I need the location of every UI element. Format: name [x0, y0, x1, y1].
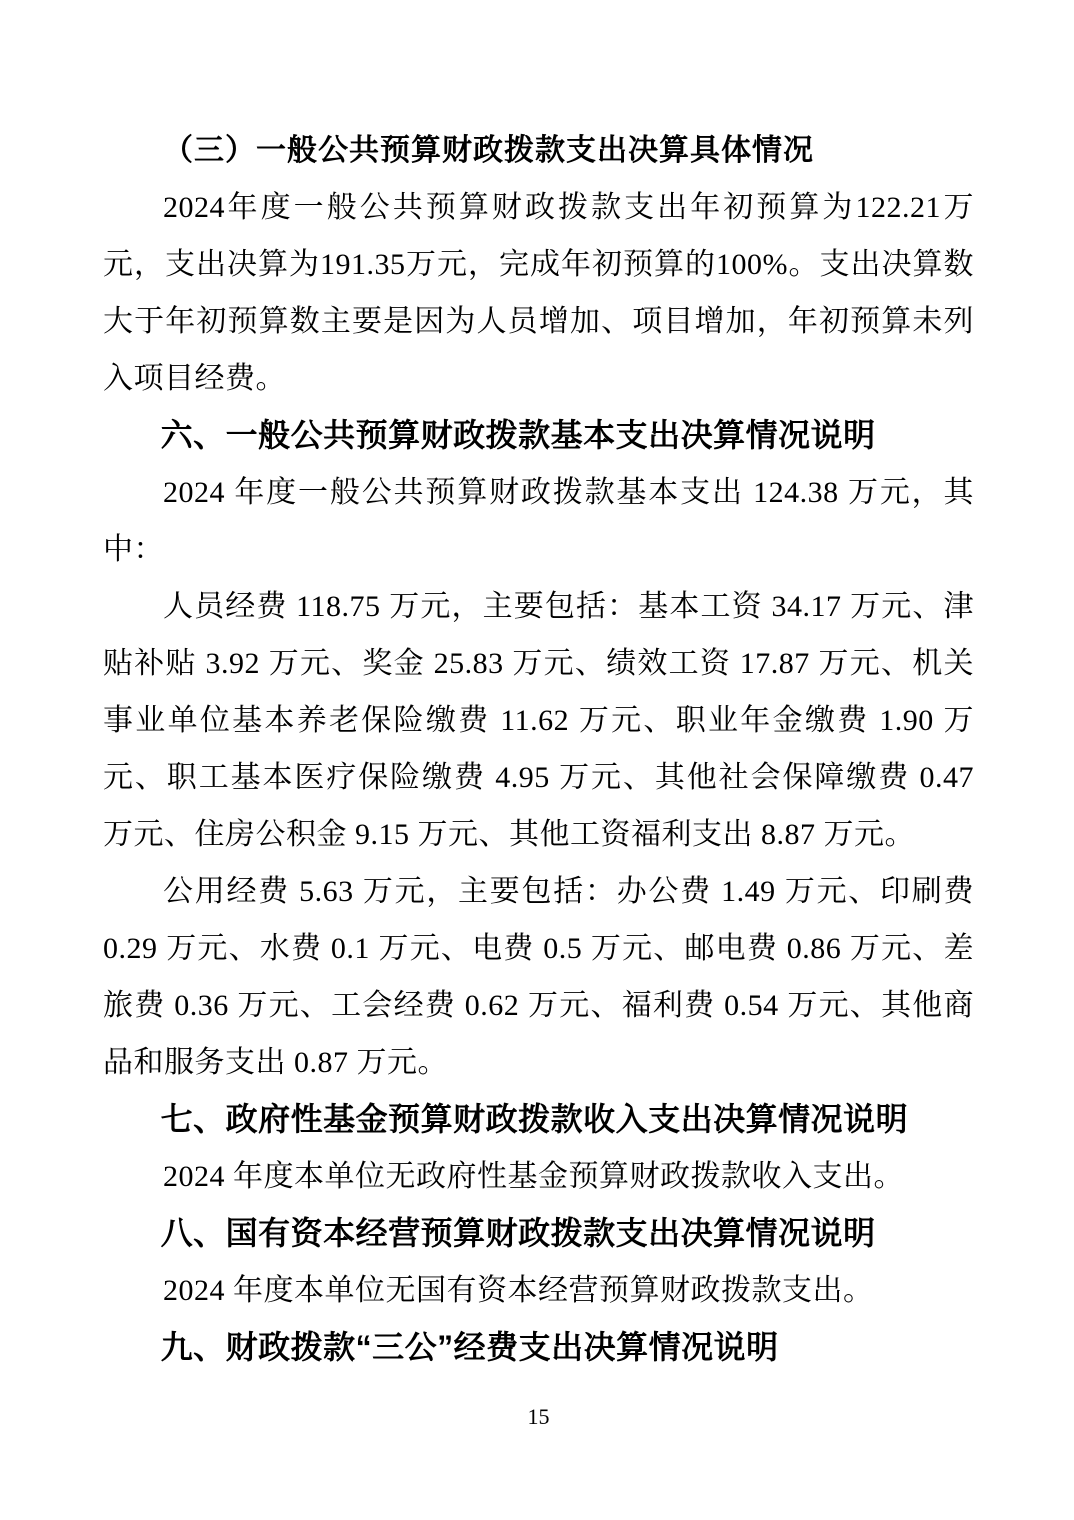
- page-content: [103, 122, 974, 1376]
- heading-section-6: 六、一般公共预算财政拨款基本支出决算情况说明: [160, 417, 876, 453]
- heading-section-8: 八、国有资本经营预算财政拨款支出决算情况说明: [160, 1215, 876, 1251]
- paragraph-basic-expenditure-total: 2024 年度一般公共预算财政拨款基本支出 124.38 万元，其中：: [103, 476, 974, 566]
- heading-section-9: 九、财政拨款“三公”经费支出决算情况说明: [160, 1329, 779, 1365]
- heading-section-7: 七、政府性基金预算财政拨款收入支出决算情况说明: [160, 1101, 909, 1137]
- paragraph-state-capital: 2024 年度本单位无国有资本经营预算财政拨款支出。: [163, 1274, 874, 1307]
- page-number: 15: [527, 1404, 550, 1429]
- paragraph-public-expenses: 公用经费 5.63 万元，主要包括：办公费 1.49 万元、印刷费 0.29 万元、水费 0.1 万元、电费 0.5 万元、邮电费 0.86 万元、差旅费 0.36 万元、工会经费 0.62 万元、福利费 0.54 万元、其他商品和服务支出 0.87 万元。: [103, 875, 974, 1079]
- paragraph-personnel-expenses: 人员经费 118.75 万元，主要包括：基本工资 34.17 万元、津贴补贴 3.92 万元、奖金 25.83 万元、绩效工资 17.87 万元、机关事业单位基本养老保险缴费 11.62 万元、职业年金缴费 1.90 万元、职工基本医疗保险缴费 4.95 万元、其他社会保障缴费 0.47 万元、住房公积金 9.15 万元、其他工资福利支出 8.87 万元。: [103, 590, 974, 851]
- paragraph-general-budget-expenditure: 2024年度一般公共预算财政拨款支出年初预算为122.21万元，支出决算为191.35万元，完成年初预算的100%。支出决算数大于年初预算数主要是因为人员增加、项目增加，年初预算未列入项目经费。: [103, 191, 974, 395]
- paragraph-government-fund: 2024 年度本单位无政府性基金预算财政拨款收入支出。: [163, 1160, 904, 1193]
- subheading-section-3: （三）一般公共预算财政拨款支出决算具体情况: [163, 134, 814, 167]
